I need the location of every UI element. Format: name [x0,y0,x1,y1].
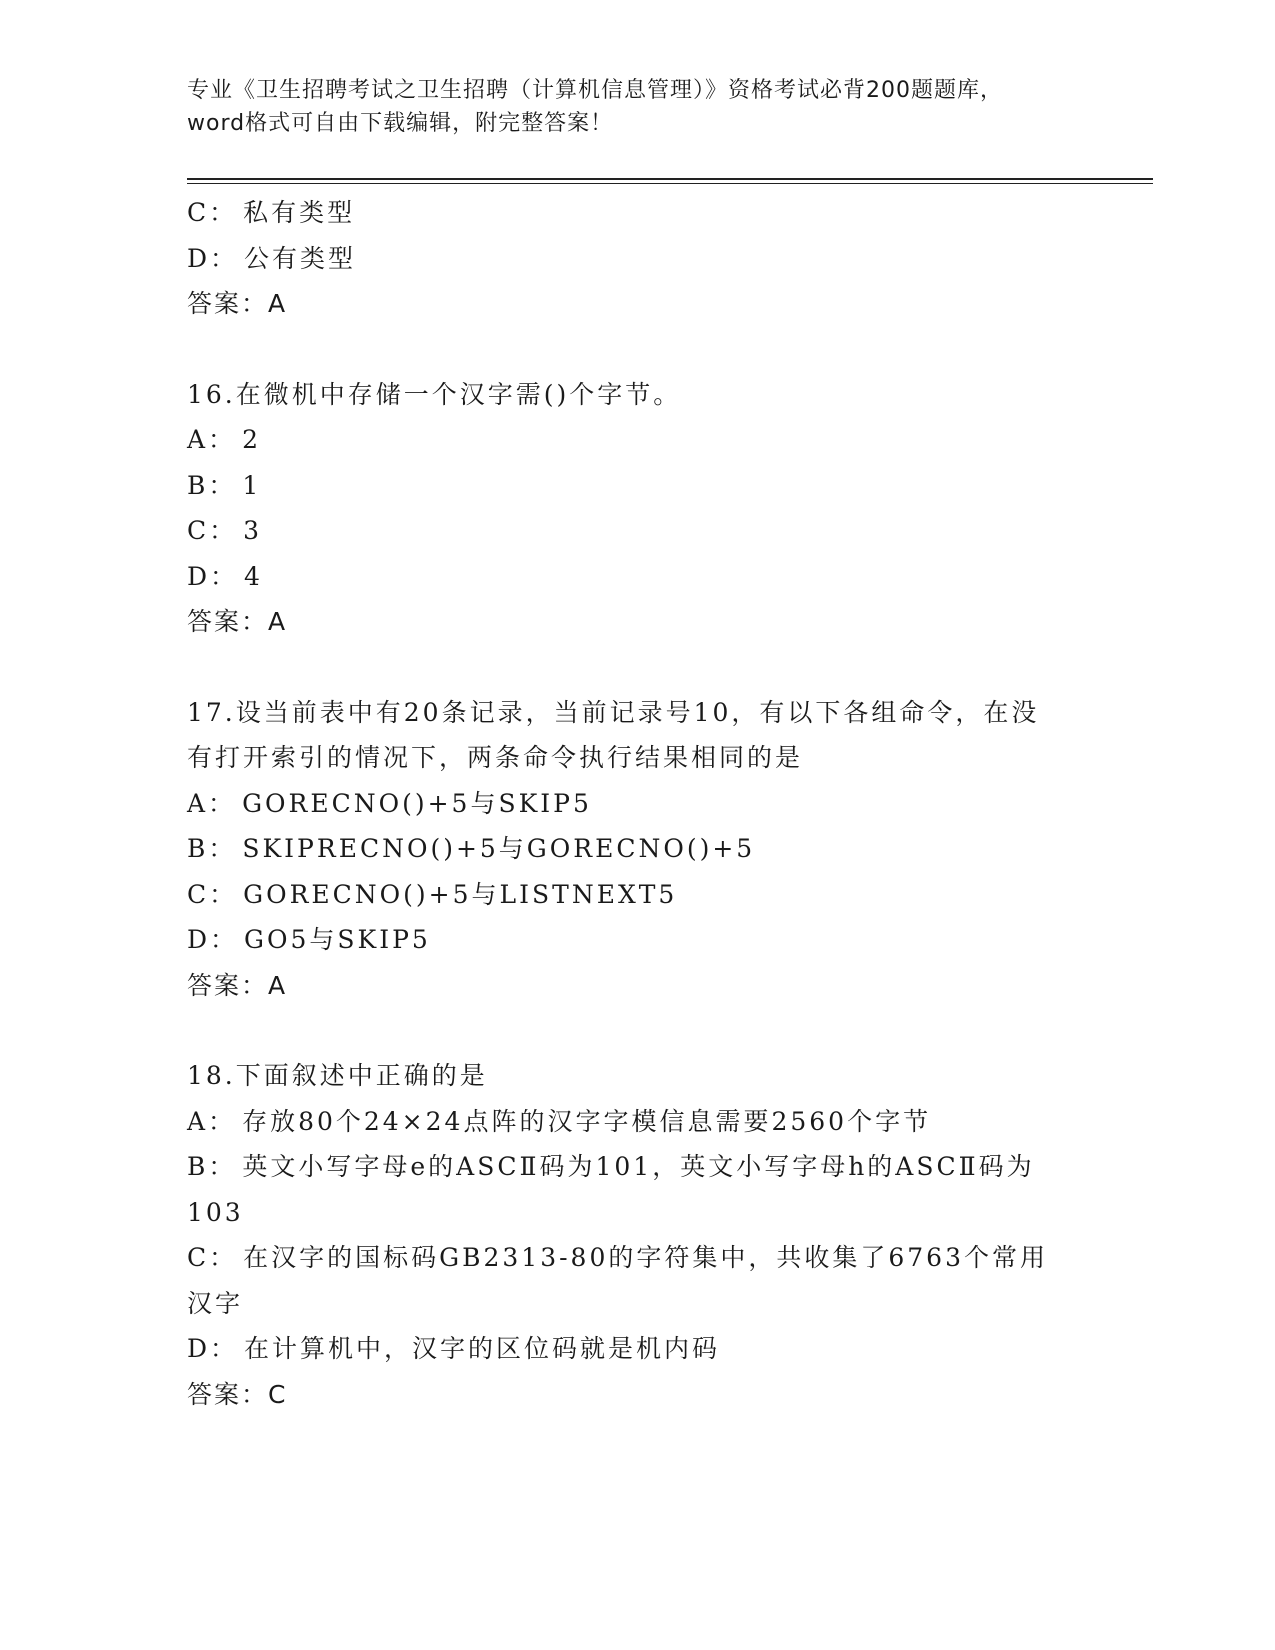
option-a [187,1099,1057,1145]
option-text: 存放80个24×24点阵的汉字字模信息需要2560个字节 [242,1106,932,1136]
option-d [187,554,1087,600]
option-text: SKIPRECNO()+5与GORECNO()+5 [242,834,756,863]
question-16 [187,372,1087,645]
option-label: C： [187,198,238,227]
option-label: D： [187,561,239,591]
option-c [187,190,1087,236]
header-line-1: 专业《卫生招聘考试之卫生招聘（计算机信息管理）》资格考试必背200题题库， [187,78,1003,103]
option-text: GORECNO()+5与SKIP5 [242,788,592,818]
option-text: 私有类型 [243,198,356,227]
option-label: C： [187,516,238,545]
option-text: 在汉字的国标码GB2313-80的字符集中，共收集了6763个常用汉字 [187,1243,1048,1318]
option-text: 英文小写字母e的ASCⅡ码为101，英文小写字母h的ASCⅡ码为103 [187,1152,1035,1227]
option-label: D： [187,1334,239,1363]
option-text: GORECNO()+5与LISTNEXT5 [243,879,678,909]
option-label: D： [187,925,239,954]
option-b [187,826,1087,872]
option-d [187,236,1087,282]
option-d [187,1326,1057,1372]
question-list [187,190,1087,1417]
option-text: 4 [244,561,263,591]
answer-line: 答案：A [187,607,288,636]
option-text: GO5与SKIP5 [244,925,431,954]
option-label: C： [187,1243,238,1272]
question-15-continued [187,190,1087,327]
answer-line: 答案：C [187,1379,288,1409]
spacer [187,1008,1087,1053]
option-c [187,872,1087,918]
option-a [187,781,1087,827]
answer-line: 答案：A [187,970,288,1000]
document-header [187,74,1087,140]
option-text: 公有类型 [244,243,357,273]
header-divider-thick [187,178,1153,180]
spacer [187,327,1087,372]
question-stem: 18.下面叙述中正确的是 [187,1061,488,1090]
option-d [187,917,1087,963]
option-b [187,1144,1057,1235]
question-stem: 17.设当前表中有20条记录，当前记录号10，有以下各组命令，在没有打开索引的情况下，两条命令执行结果相同的是 [187,697,1040,772]
option-c [187,1235,1057,1326]
header-divider-thin [187,183,1153,184]
option-label: C： [187,879,238,909]
option-label: B： [187,1152,237,1181]
option-a [187,417,1087,463]
spacer [187,645,1087,690]
option-text: 在计算机中，汉字的区位码就是机内码 [244,1334,721,1363]
option-label: A： [187,425,237,454]
option-label: B： [187,834,237,863]
question-17 [187,690,1087,1009]
option-label: B： [187,470,237,500]
option-label: D： [187,243,239,273]
option-c [187,508,1087,554]
header-line-2: word格式可自由下载编辑，附完整答案！ [187,111,614,136]
question-stem: 16.在微机中存储一个汉字需()个字节。 [187,379,682,409]
question-18 [187,1053,1087,1417]
option-text: 1 [242,470,262,500]
option-text: 3 [243,516,263,545]
option-text: 2 [242,425,261,454]
option-b [187,463,1087,509]
option-label: A： [187,788,237,818]
option-label: A： [187,1106,237,1136]
answer-line: 答案：A [187,289,288,318]
